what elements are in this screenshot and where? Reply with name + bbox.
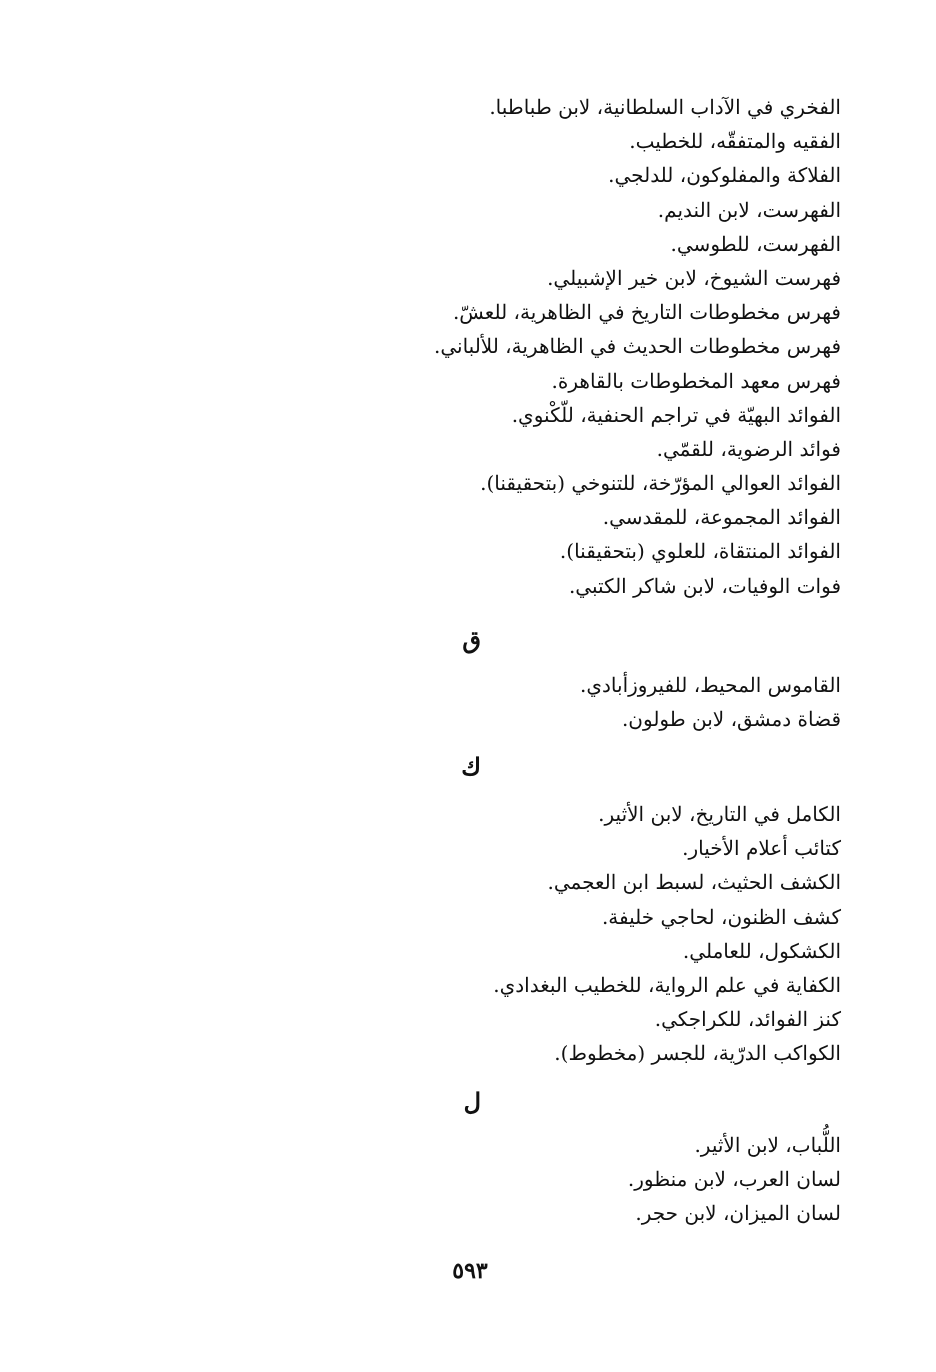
bibliography-entry: الفهرست، للطوسي.: [670, 231, 841, 256]
bibliography-entry: الفهرست، لابن النديم.: [657, 197, 841, 222]
bibliography-entry: لسان الميزان، لابن حجر.: [635, 1201, 841, 1226]
entry-list-lam: [321, 1128, 841, 1231]
bibliography-entry: الفقيه والمتفقّه، للخطيب.: [629, 129, 841, 154]
bibliography-entry: الفوائد العوالي المؤرّخة، للتنوخي (بتحقيقنا).: [480, 471, 841, 496]
bibliography-entry: الفخري في الآداب السلطانية، لابن طباطبا.: [489, 95, 841, 119]
bibliography-entry: الفوائد المجموعة، للمقدسي.: [602, 505, 841, 530]
bibliography-entry: الكواكب الدرّية، للجسر (مخطوط).: [554, 1041, 841, 1066]
section-heading-qaf: ق: [462, 625, 481, 654]
section-heading-lam: ل: [463, 1087, 481, 1116]
bibliography-entry: الكشكول، للعاملي.: [682, 938, 841, 963]
entry-list-fa: [321, 90, 841, 603]
bibliography-entry: قضاة دمشق، لابن طولون.: [621, 707, 841, 732]
bibliography-entry: فهرس مخطوطات التاريخ في الظاهرية، للعشّ.: [452, 300, 841, 325]
bibliography-entry: اللُّباب، لابن الأثير.: [694, 1133, 841, 1157]
bibliography-entry: لسان العرب، لابن منظور.: [627, 1167, 841, 1192]
bibliography-entry: الكامل في التاريخ، لابن الأثير.: [598, 802, 841, 826]
bibliography-entry: القاموس المحيط، للفيروزأبادي.: [580, 673, 841, 697]
bibliography-entry: فوات الوفيات، لابن شاكر الكتبي.: [568, 573, 841, 598]
bibliography-entry: الفلاكة والمفلوكون، للدلجي.: [608, 163, 841, 188]
bibliography-entry: الكشف الحثيث، لسبط ابن العجمي.: [547, 870, 841, 895]
bibliography-entry: فهرس معهد المخطوطات بالقاهرة.: [551, 368, 841, 393]
bibliography-entry: الفوائد البهيّة في تراجم الحنفية، للّكْنوي.: [511, 402, 841, 427]
bibliography-entry: كشف الظنون، لحاجي خليفة.: [601, 904, 841, 929]
bibliography-entry: فهرس مخطوطات الحديث في الظاهرية، للألباني.: [433, 334, 841, 359]
bibliography-entry: كنز الفوائد، للكراجكي.: [654, 1007, 841, 1032]
bibliography-entry: الفوائد المنتقاة، للعلوي (بتحقيقنا).: [559, 539, 841, 564]
entry-list-kaf: [321, 797, 841, 1071]
bibliography-entry: فوائد الرضوية، للقمّي.: [656, 436, 841, 461]
page-number: ٥٩٣: [452, 1258, 488, 1284]
bibliography-entry: كتائب أعلام الأخيار.: [682, 836, 841, 861]
bibliography-entry: الكفاية في علم الرواية، للخطيب البغدادي.: [493, 972, 841, 997]
entry-list-qaf: [321, 668, 841, 736]
section-heading-kaf: ك: [461, 752, 481, 781]
bibliography-entry: فهرست الشيوخ، لابن خير الإشبيلي.: [547, 265, 841, 290]
